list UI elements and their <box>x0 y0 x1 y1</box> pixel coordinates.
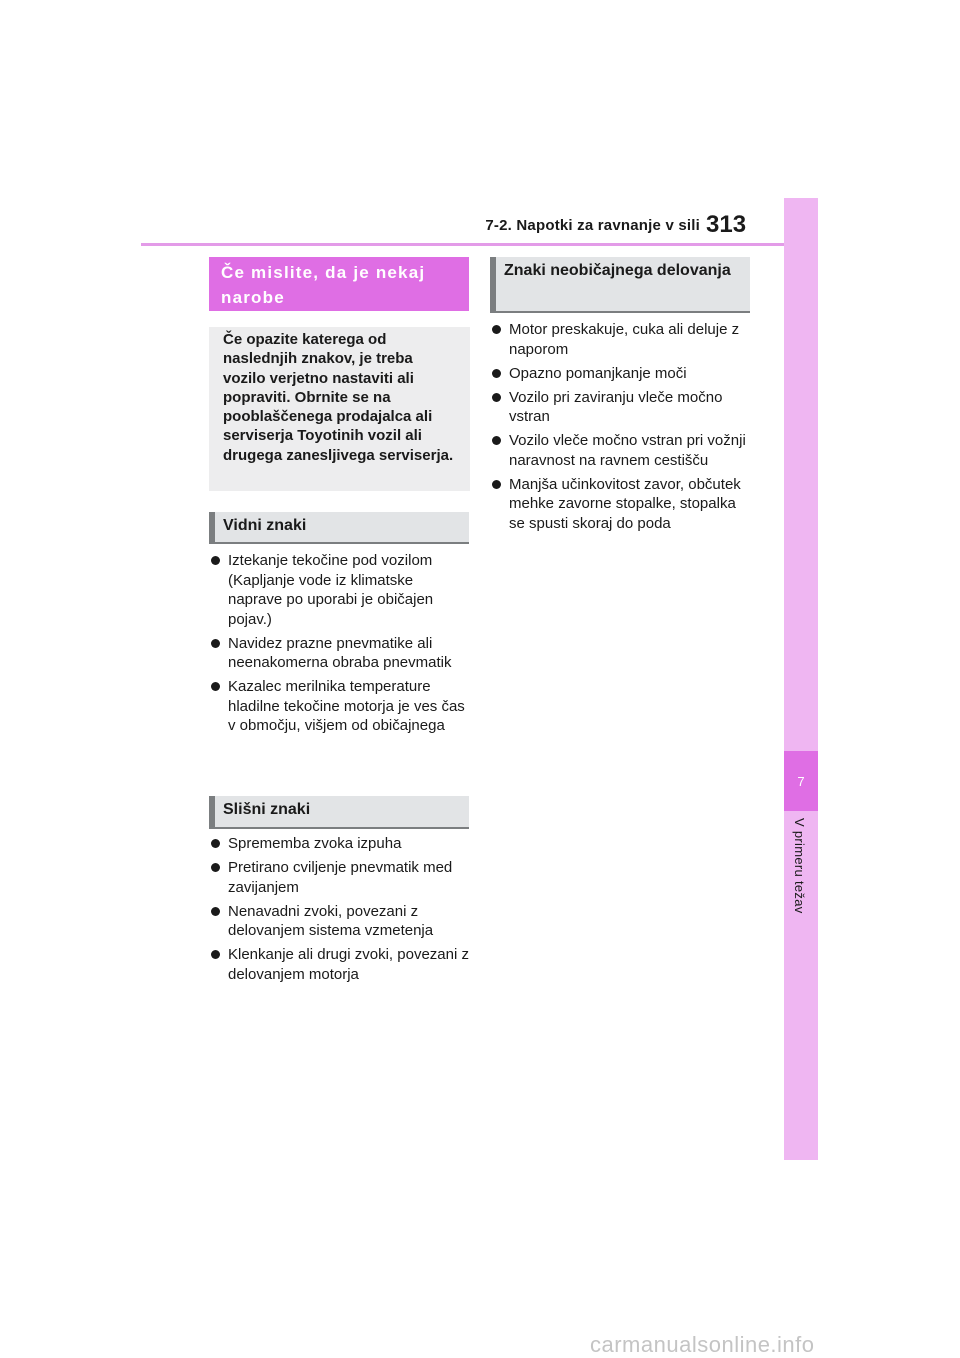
list-item: Nenavadni zvoki, povezani z delovanjem sistema vzmetenja <box>209 902 471 941</box>
list-item: Manjša učinkovitost zavor, občutek mehke zavorne stopalke, stopalka se spusti skoraj do poda <box>490 475 752 534</box>
chapter-number: 7 <box>784 751 818 811</box>
audible-signs-heading: Slišni znaki <box>209 796 469 829</box>
list-item: Vozilo pri zaviranju vleče močno vstran <box>490 388 752 427</box>
visual-signs-heading: Vidni znaki <box>209 512 469 544</box>
list-item: Klenkanje ali drugi zvoki, povezani z delovanjem motorja <box>209 945 471 984</box>
chapter-side-tab <box>784 198 818 1160</box>
watermark: carmanualsonline.info <box>590 1332 815 1357</box>
list-item: Iztekanje tekočine pod vozilom (Kapljanje vode iz klimatske naprave po uporabi je običajen pojav.) <box>209 551 471 629</box>
chapter-title: V primeru težav <box>792 818 807 914</box>
list-item: Navidez prazne pnevmatike ali neenakomerna obraba pnevmatik <box>209 634 471 673</box>
list-item: Motor preskakuje, cuka ali deluje z naporom <box>490 320 752 359</box>
visual-signs-list <box>209 551 471 740</box>
audible-signs-list <box>209 834 471 989</box>
operational-signs-list <box>490 320 752 538</box>
list-item: Kazalec merilnika temperature hladilne tekočine motorja je ves čas v območju, višjem od običajnega <box>209 677 471 736</box>
intro-paragraph: Če opazite katerega od naslednjih znakov, je treba vozilo verjetno nastaviti ali popraviti. Obrnite se na pooblaščenega prodajalca ali serviserja Toyotinih vozil ali drugega zanesljivega serviserja. <box>209 327 470 491</box>
list-item: Opazno pomanjkanje moči <box>490 364 752 384</box>
list-item: Sprememba zvoka izpuha <box>209 834 471 854</box>
page-number: 313 <box>706 211 747 238</box>
section-header-title: 7-2. Napotki za ravnanje v sili <box>485 217 700 234</box>
section-title: Če mislite, da je nekaj narobe <box>209 257 469 311</box>
list-item: Vozilo vleče močno vstran pri vožnji naravnost na ravnem cestišču <box>490 431 752 470</box>
operational-signs-heading: Znaki neobičajnega delovanja <box>490 257 750 313</box>
list-item: Pretirano cviljenje pnevmatik med zavijanjem <box>209 858 471 897</box>
header-divider <box>141 243 784 246</box>
